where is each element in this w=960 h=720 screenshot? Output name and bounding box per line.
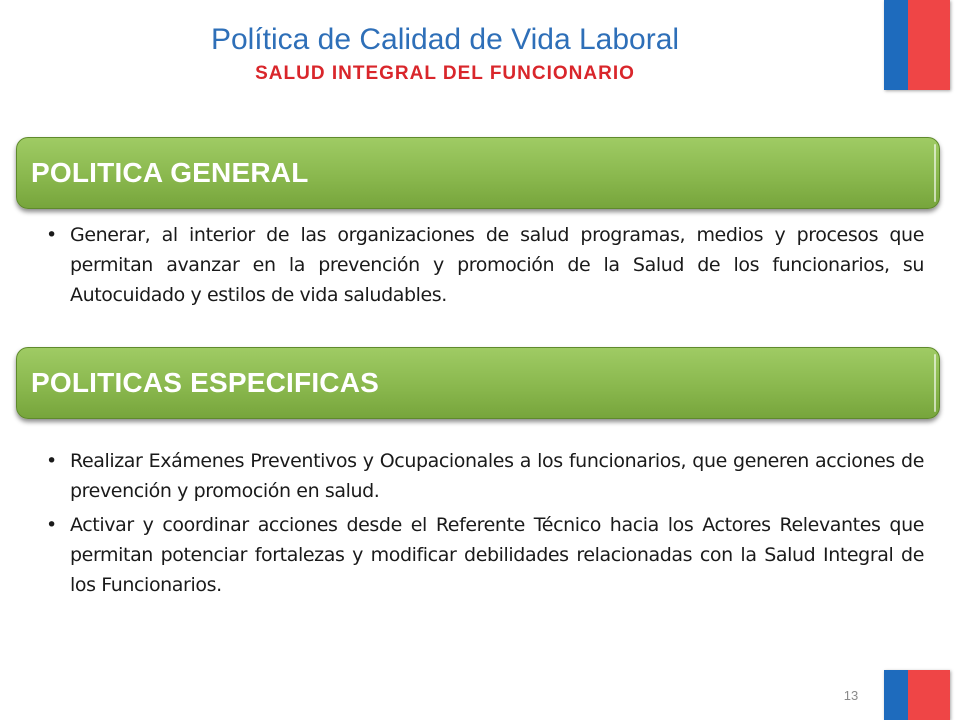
bullet-text: Generar, al interior de las organizaciones de salud programas, medios y procesos que permitan avanzar en la prevención y promoción de la Salud de los funcionarios, su Autocuidado y estilos de vida saludables. (70, 224, 924, 306)
bullet-list-especificas (44, 446, 924, 604)
flag-blue-stripe (884, 670, 908, 720)
flag-red-stripe (908, 670, 950, 720)
bullet-icon: • (46, 450, 57, 472)
flag-top (884, 0, 950, 90)
page-number: 13 (843, 688, 859, 703)
flag-bottom (884, 670, 950, 720)
bullet-text: Activar y coordinar acciones desde el Referente Técnico hacia los Actores Relevantes que permitan potenciar fortalezas y modificar debilidades relacionadas con la Salud Integral de los Funcionarios. (70, 514, 924, 596)
bullet-text: Realizar Exámenes Preventivos y Ocupacionales a los funcionarios, que generen acciones de prevención y promoción en salud. (70, 450, 924, 502)
bullet-icon: • (46, 224, 57, 246)
section-header-especificas (16, 347, 940, 419)
flag-red-stripe (908, 0, 950, 90)
page-subtitle: SALUD INTEGRAL DEL FUNCIONARIO (255, 63, 635, 84)
bullet-icon: • (46, 514, 57, 536)
list-item (44, 446, 924, 506)
section-heading: POLITICAS ESPECIFICAS (31, 367, 380, 398)
bullet-list-general (44, 220, 924, 314)
section-header-general (16, 137, 940, 209)
list-item (44, 220, 924, 310)
page-title: Política de Calidad de Vida Laboral (210, 23, 680, 56)
section-heading: POLITICA GENERAL (31, 157, 309, 188)
list-item (44, 510, 924, 600)
